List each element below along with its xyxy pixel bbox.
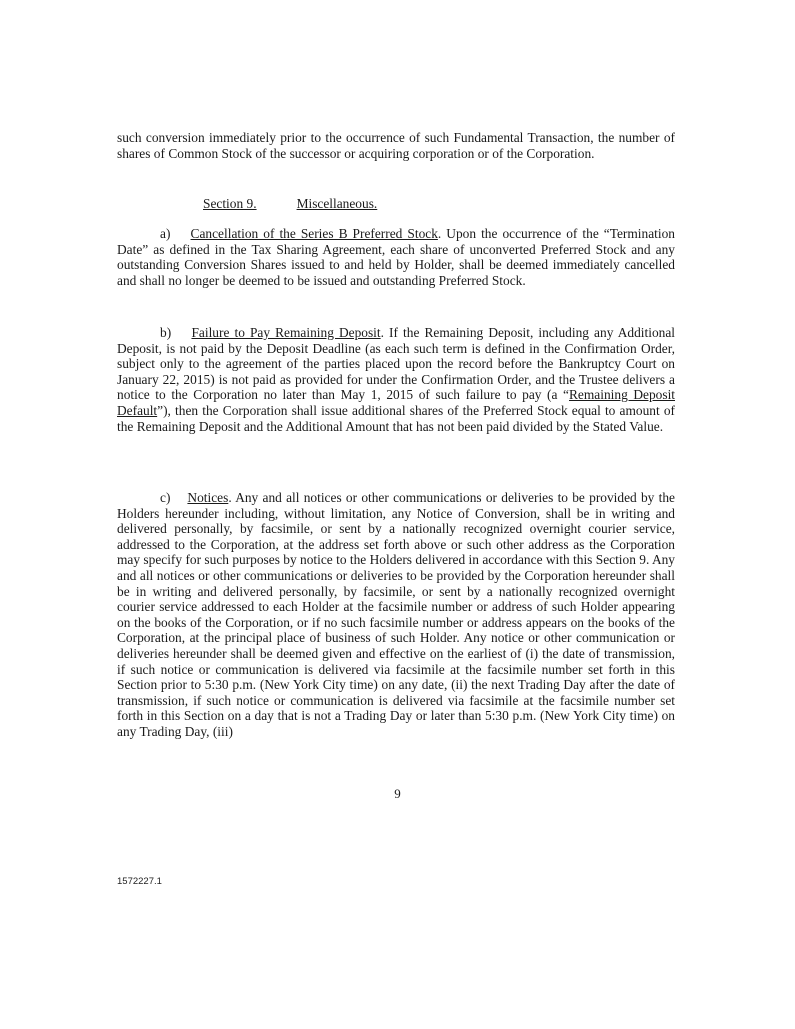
section-number: Section 9. — [203, 196, 257, 211]
paragraph-c-text: . Any and all notices or other communications or deliveries to be provided by the Holders hereunder including, without limitation, any Notice of Conversion, shall be in writing and delivered personally, by facsimile, or sent by a nationally recognized overnight courier service, addressed to the Corporation, at the address set forth above or such other address as the Corporation may specify for such purposes by notice to the Holders delivered in accordance with this Section 9. Any and all notices or other communications or deliveries to be provided by the Corporation hereunder shall be in writing and delivered personally, by facsimile, or sent by a nationally recognized overnight courier service addressed to each Holder at the facsimile number or address of such Holder appearing on the books of the Corporation, or if no such facsimile number or address appears on the books of the Corporation, at the principal place of business of such Holder. Any notice or other communication or deliveries hereunder shall be deemed given and effective on the earliest of (i) the date of transmission, if such notice or communication is delivered via facsimile at the facsimile number set forth in this Section prior to 5:30 p.m. (New York City time) on any date, (ii) the next Trading Day after the date of transmission, if such notice or communication is delivered via facsimile at the facsimile number set forth in this Section on a day that is not a Trading Day or later than 5:30 p.m. (New York City time) on any Trading Day, (iii) — [117, 490, 675, 739]
paragraph-c-heading: Notices — [187, 490, 229, 505]
paragraph-b — [117, 325, 675, 434]
paragraph-b-text-before: . If the Remaining Deposit, including any Additional Deposit, is not paid by the Deposit Deadline (as each such term is defined in the Confirmation Order, subject only to the agreement of the parties placed upon the record before the Bankruptcy Court on January 22, 2015) is not paid as provided for under the Confirmation Order, and the Trustee delivers a notice to the Corporation no later than May 1, 2015 of such failure to pay (a “ — [117, 325, 675, 403]
paragraph-c-label: c) — [160, 490, 171, 505]
defined-term: Remaining Deposit Default — [117, 387, 676, 418]
page-number: 9 — [394, 786, 401, 801]
paragraph-a-label: a) — [160, 226, 171, 241]
paragraph-a-heading: Cancellation of the Series B Preferred Stock — [190, 226, 438, 241]
paragraph-a — [117, 226, 675, 288]
paragraph-b-label: b) — [160, 325, 172, 340]
paragraph-a-text: . Upon the occurrence of the “Termination Date” as defined in the Tax Sharing Agreement, each share of unconverted Preferred Stock and any outstanding Conversion Shares issued to and held by Holder, shall be deemed immediately cancelled and shall no longer be deemed to be issued and outstanding Preferred Stock. — [117, 226, 675, 288]
footer-document-id: 1572227.1 — [117, 876, 162, 887]
section-title: Miscellaneous. — [296, 196, 378, 211]
paragraph-c — [117, 490, 675, 740]
paragraph-b-heading: Failure to Pay Remaining Deposit — [191, 325, 381, 340]
continuation-paragraph: such conversion immediately prior to the occurrence of such Fundamental Transaction, the number of shares of Common Stock of the successor or acquiring corporation or of the Corporation. — [117, 130, 675, 161]
paragraph-b-text-after: ”), then the Corporation shall issue additional shares of the Preferred Stock equal to amount of the Remaining Deposit and the Additional Amount that has not been paid divided by the Stated Value. — [117, 402, 675, 434]
section-heading — [203, 196, 377, 212]
